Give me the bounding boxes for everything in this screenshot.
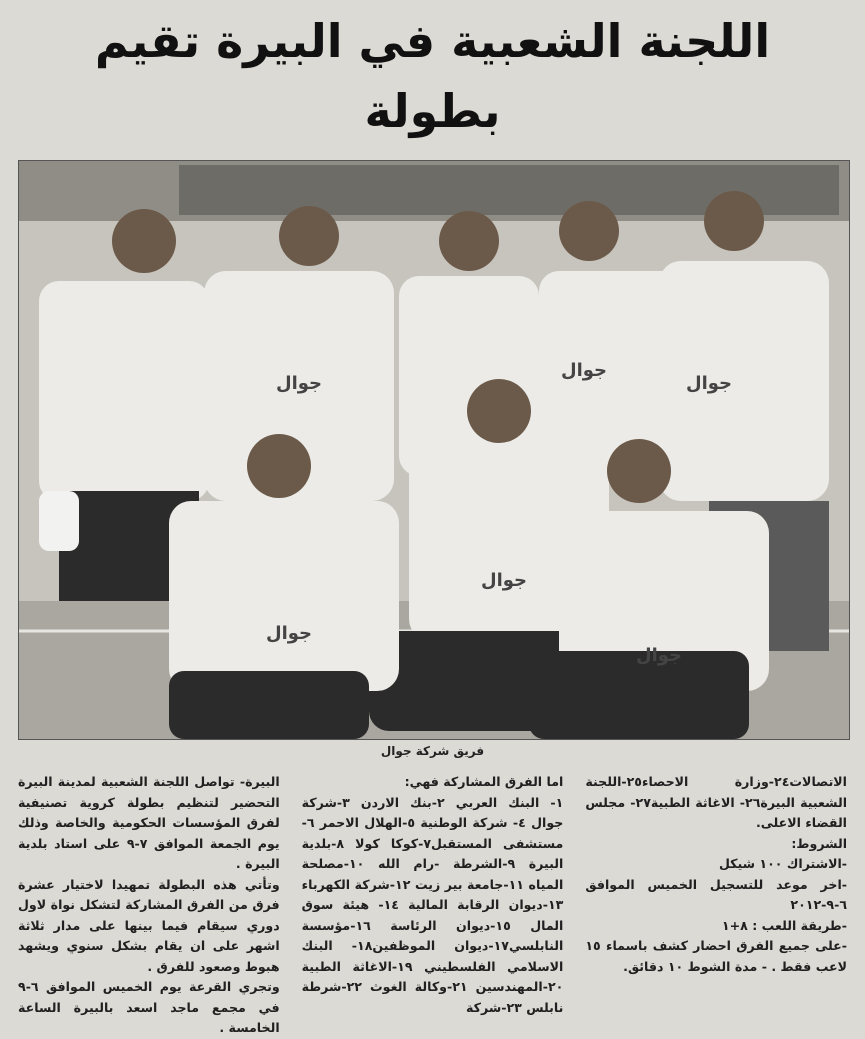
paragraph: ١- البنك العربي ٢-بنك الاردن ٣-شركة جوال ٤- شركة الوطنية ٥-الهلال الاحمر ٦-مستشفى المستقبل٧-كوكا كولا ٨-بلدية البيرة ٩-الشرطة -رام الله ١٠-مصلحة المياه ١١-جامعة بير زيت ١٢-شركة الكهرباء ١٣-ديوان الرقابة المالية ١٤- هيئة سوق المال ١٥-ديوان الرئاسة ١٦-مؤسسة النابلسي١٧-ديوان الموظفين١٨- البنك الاسلامي الفلسطيني ١٩-الاغاثة الطبية ٢٠-المهندسين ٢١-وكالة الغوث ٢٢-شرطة نابلس ٢٣-شركة (301, 794, 564, 1015)
jersey-logo-text: جوال (685, 373, 733, 394)
paragraph: وتأتي هذه البطولة تمهيدا لاختيار عشرة فرق من الفرق المشاركة لتشكل نواة لاول دوري سيقام فيما بينها على مدار ثلاثة اشهر على ان يقام بشكل سنوي ويشهد هبوط وصعود للفرق . (18, 876, 280, 974)
paragraph: -على جميع الفرق احضار كشف باسماء ١٥ لاعب فقط . - مدة الشوط ١٠ دقائق. (585, 938, 848, 974)
paragraph: الاتصالات٢٤-وزارة الاحصاء٢٥-اللجنة الشعبية البيرة٢٦- الاغاثة الطبية٢٧- مجلس القضاء الاعلى. (585, 774, 848, 830)
article-body (18, 772, 848, 1035)
jersey-logo-text: جوال (480, 570, 528, 591)
column-right (18, 772, 280, 1035)
column-middle (302, 772, 564, 1022)
paragraph: وتجري القرعة يوم الخميس الموافق ٦-٩ في مجمع ماجد اسعد بالبيرة الساعة الخامسة . (18, 979, 280, 1035)
jersey-logo-text: جوال (265, 623, 313, 644)
paragraph: البيرة- تواصل اللجنة الشعبية لمدينة البيرة التحضير لتنظيم بطولة كروية تصنيفية لفرق المؤسسات الحكومية والخاصة وذلك يوم الجمعة الموافق ٧-٩ على استاد بلدية البيرة . (18, 774, 280, 871)
photo-caption: فريق شركة جوال (380, 744, 485, 758)
paragraph: الشروط: (791, 835, 848, 851)
column-left (585, 772, 847, 1022)
jersey-logo-text: جوال (560, 360, 608, 381)
paragraph: اما الفرق المشاركة فهي: (404, 774, 564, 789)
team-photo-illustration (19, 161, 849, 739)
team-photo (18, 160, 850, 740)
paragraph: -اخر موعد للتسجيل الخميس الموافق ٦-٩-٢٠١٢ (585, 876, 848, 912)
headline-line-1: اللجنة الشعبية في البيرة تقيم بطولة (94, 14, 771, 138)
jersey-logo-text: جوال (635, 645, 683, 666)
jersey-logo-text: جوال (275, 373, 323, 394)
paragraph: -طريقة اللعب : ٨+١ (721, 917, 848, 933)
paragraph: -الاشتراك ١٠٠ شيكل (718, 856, 848, 871)
